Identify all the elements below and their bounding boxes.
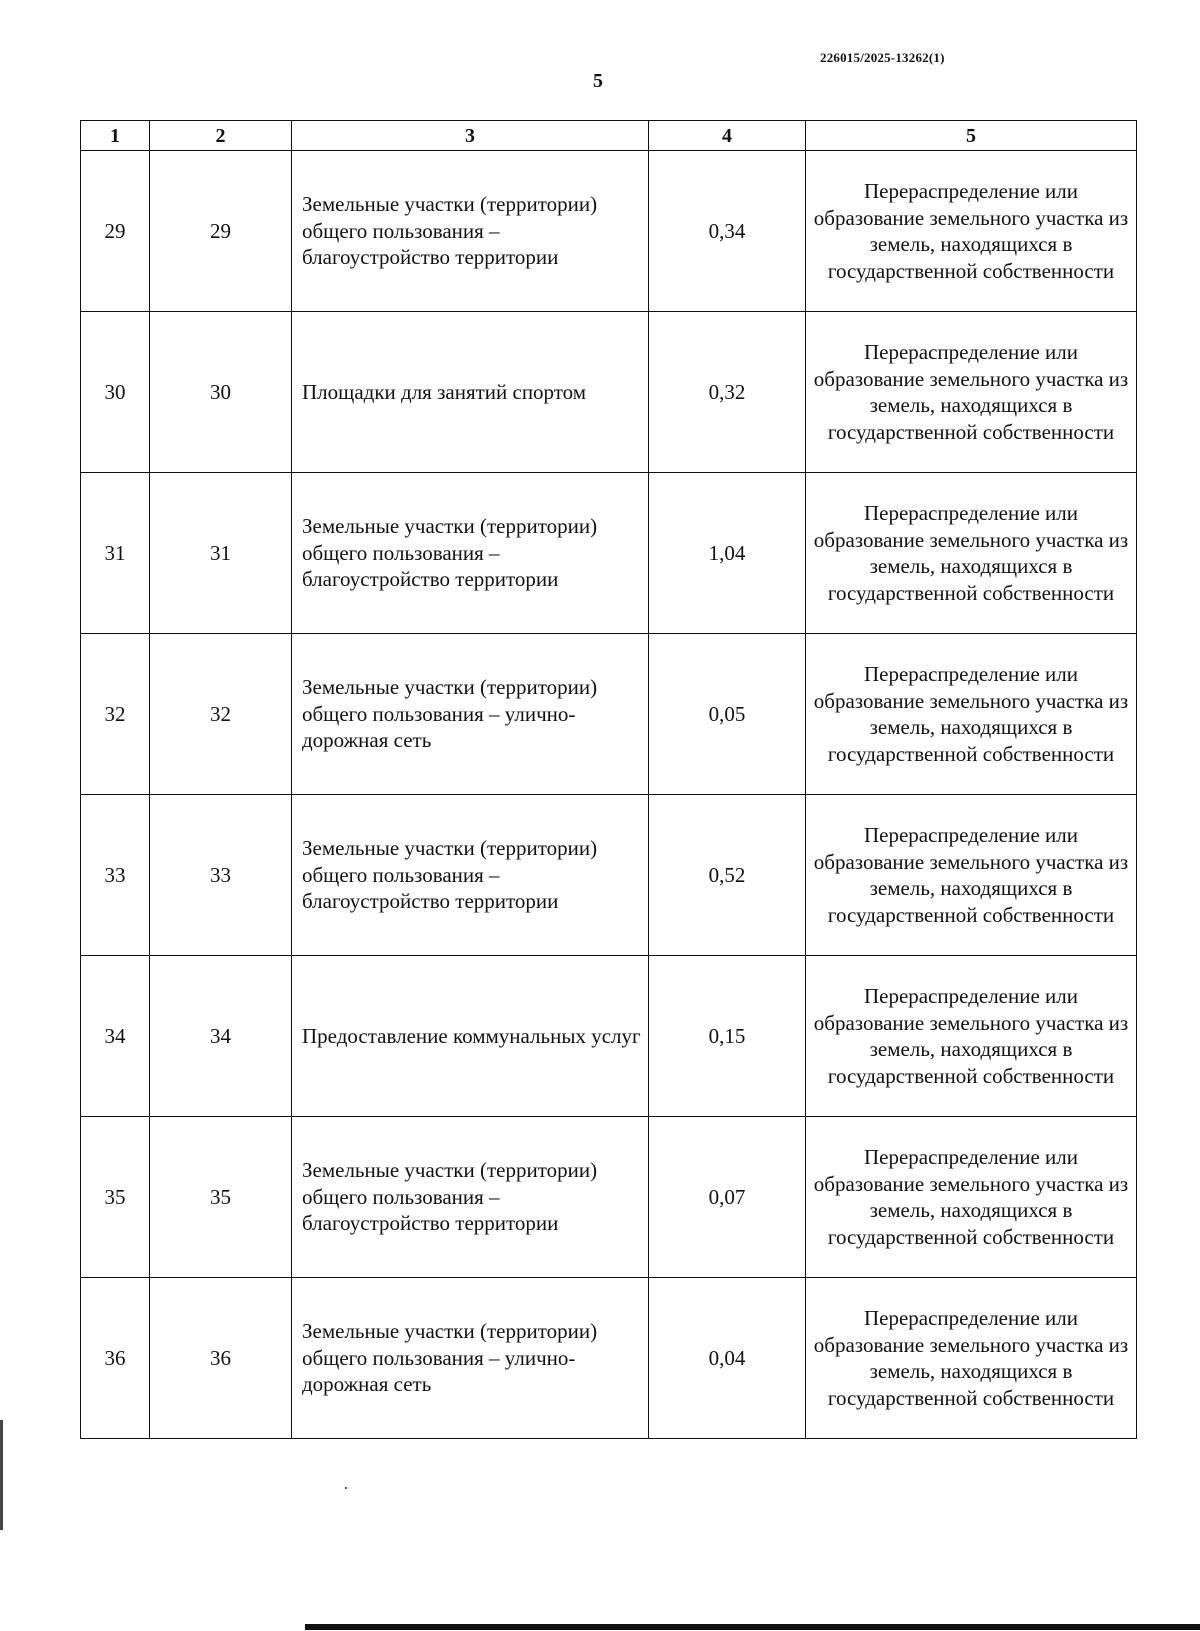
- purpose-cell: Земельные участки (территории) общего пользования – улично-дорожная сеть: [292, 634, 649, 795]
- scan-artifact: [345, 1487, 347, 1489]
- row-number-cell: 35: [81, 1117, 150, 1278]
- plot-number-cell: 33: [150, 795, 292, 956]
- column-header-2: 2: [150, 121, 292, 151]
- row-number-cell: 36: [81, 1278, 150, 1439]
- table-row: [81, 795, 1137, 956]
- plot-number-cell: 32: [150, 634, 292, 795]
- table-header-row: [81, 121, 1137, 151]
- table-row: [81, 634, 1137, 795]
- purpose-cell: Земельные участки (территории) общего пользования – благоустройство территории: [292, 473, 649, 634]
- plot-number-cell: 31: [150, 473, 292, 634]
- area-cell: 0,07: [649, 1117, 806, 1278]
- method-cell: Перераспределение или образование земельного участка из земель, находящихся в государственной собственности: [806, 1278, 1137, 1439]
- method-cell: Перераспределение или образование земельного участка из земель, находящихся в государственной собственности: [806, 312, 1137, 473]
- document-number: 226015/2025-13262(1): [820, 50, 945, 65]
- plot-number-cell: 34: [150, 956, 292, 1117]
- bottom-scan-edge: [305, 1624, 1200, 1630]
- column-header-3: 3: [292, 121, 649, 151]
- land-plots-table: [80, 120, 1137, 1439]
- table-row: [81, 1117, 1137, 1278]
- plot-number-cell: 36: [150, 1278, 292, 1439]
- purpose-cell: Земельные участки (территории) общего пользования – благоустройство территории: [292, 1117, 649, 1278]
- area-cell: 0,05: [649, 634, 806, 795]
- page-number: 5: [593, 70, 603, 92]
- plot-number-cell: 35: [150, 1117, 292, 1278]
- purpose-cell: Площадки для занятий спортом: [292, 312, 649, 473]
- purpose-cell: Земельные участки (территории) общего пользования – благоустройство территории: [292, 151, 649, 312]
- area-cell: 0,15: [649, 956, 806, 1117]
- column-header-1: 1: [81, 121, 150, 151]
- column-header-5: 5: [806, 121, 1137, 151]
- row-number-cell: 31: [81, 473, 150, 634]
- plot-number-cell: 29: [150, 151, 292, 312]
- area-cell: 0,32: [649, 312, 806, 473]
- column-header-4: 4: [649, 121, 806, 151]
- table-row: [81, 151, 1137, 312]
- method-cell: Перераспределение или образование земельного участка из земель, находящихся в государственной собственности: [806, 1117, 1137, 1278]
- table-row: [81, 956, 1137, 1117]
- area-cell: 0,52: [649, 795, 806, 956]
- row-number-cell: 34: [81, 956, 150, 1117]
- purpose-cell: Земельные участки (территории) общего пользования – благоустройство территории: [292, 795, 649, 956]
- row-number-cell: 29: [81, 151, 150, 312]
- row-number-cell: 33: [81, 795, 150, 956]
- purpose-cell: Земельные участки (территории) общего пользования – улично-дорожная сеть: [292, 1278, 649, 1439]
- area-cell: 0,34: [649, 151, 806, 312]
- method-cell: Перераспределение или образование земельного участка из земель, находящихся в государственной собственности: [806, 473, 1137, 634]
- table-row: [81, 1278, 1137, 1439]
- method-cell: Перераспределение или образование земельного участка из земель, находящихся в государственной собственности: [806, 151, 1137, 312]
- method-cell: Перераспределение или образование земельного участка из земель, находящихся в государственной собственности: [806, 956, 1137, 1117]
- area-cell: 0,04: [649, 1278, 806, 1439]
- row-number-cell: 32: [81, 634, 150, 795]
- table-row: [81, 312, 1137, 473]
- plot-number-cell: 30: [150, 312, 292, 473]
- method-cell: Перераспределение или образование земельного участка из земель, находящихся в государственной собственности: [806, 795, 1137, 956]
- purpose-cell: Предоставление коммунальных услуг: [292, 956, 649, 1117]
- area-cell: 1,04: [649, 473, 806, 634]
- method-cell: Перераспределение или образование земельного участка из земель, находящихся в государственной собственности: [806, 634, 1137, 795]
- scan-edge-mark: [0, 1420, 3, 1530]
- table-row: [81, 473, 1137, 634]
- row-number-cell: 30: [81, 312, 150, 473]
